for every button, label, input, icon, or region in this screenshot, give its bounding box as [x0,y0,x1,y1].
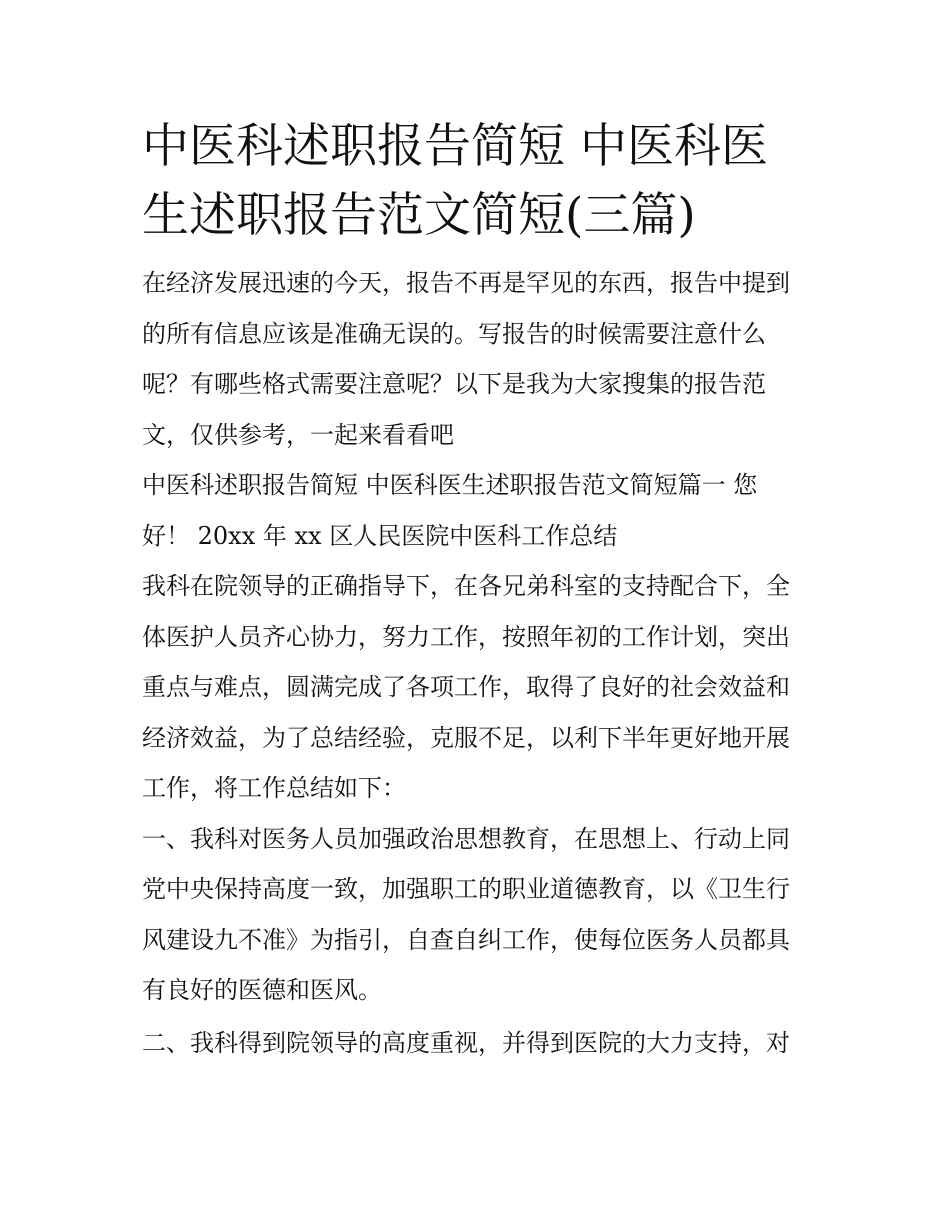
text-line: 体医护人员齐心协力，努力工作，按照年初的工作计划，突出 [142,622,790,651]
text-line: 文，仅供参考，一起来看看吧 [142,420,454,449]
title-line: 中医科述职报告简短 中医科医 [142,119,768,174]
intro-paragraph [142,258,814,460]
text-line: 二、我科得到院领导的高度重视，并得到医院的大力支持，对 [142,1028,790,1057]
text-line: 党中央保持高度一致，加强职工的职业道德教育，以《卫生行 [142,875,790,903]
text-line: 中医科述职报告简短 中医科医生述职报告范文简短篇一 您 [142,471,758,499]
text-line: 的所有信息应该是准确无误的。写报告的时候需要注意什么 [142,319,766,348]
text-line: 好！ 20xx 年 xx 区人民医院中医科工作总结 [142,521,618,550]
point-one-paragraph [142,814,814,1016]
title-line: 生述职报告范文简短(三篇) [142,188,696,243]
document-title [142,112,814,250]
text-line: 风建设九不准》为指引，自查自纠工作，使每位医务人员都具 [142,925,790,954]
text-line: 重点与难点，圆满完成了各项工作，取得了良好的社会效益和 [142,673,790,701]
text-line: 在经济发展迅速的今天，报告不再是罕见的东西，报告中提到 [142,269,790,297]
text-line: 有良好的医德和医风。 [142,976,382,1004]
document-body [142,258,814,1068]
text-line: 呢？有哪些格式需要注意呢？以下是我为大家搜集的报告范 [142,370,766,398]
document-content [142,112,814,1068]
section-heading-paragraph [142,460,814,561]
text-line: 经济效益，为了总结经验，克服不足，以利下半年更好地开展 [142,723,790,752]
text-line: 一、我科对医务人员加强政治思想教育，在思想上、行动上同 [142,824,790,853]
point-two-paragraph [142,1018,814,1069]
text-line: 工作，将工作总结如下： [142,774,406,802]
text-line: 我科在院领导的正确指导下，在各兄弟科室的支持配合下，全 [142,572,790,600]
summary-intro-paragraph [142,561,814,814]
